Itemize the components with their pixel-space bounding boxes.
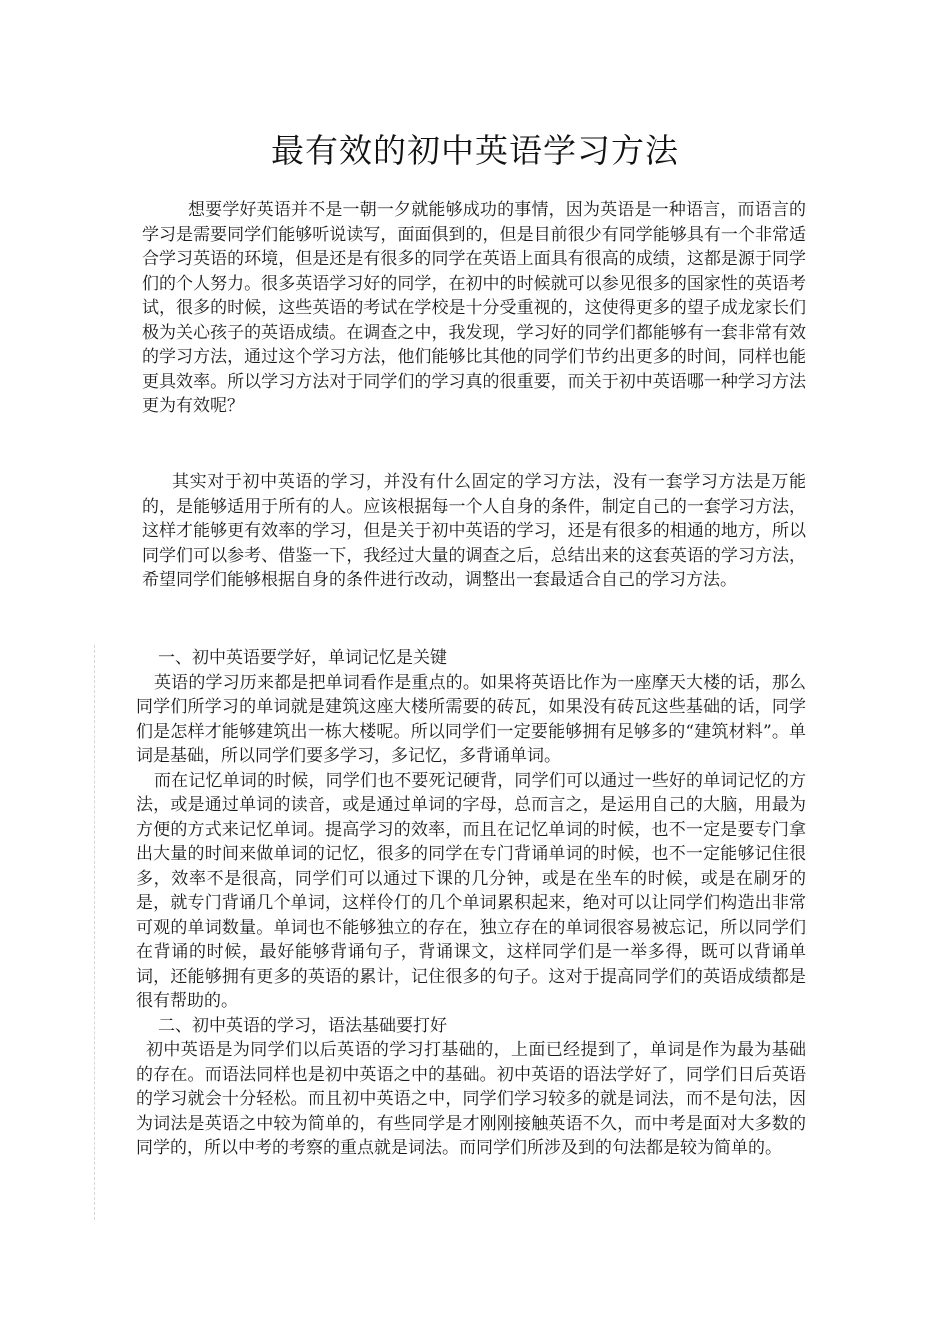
margin-dashed-rule [94, 645, 95, 1220]
section-1-paragraph-2: 而在记忆单词的时候，同学们也不要死记硬背，同学们可以通过一些好的单词记忆的方法，或是通过单词的读音，或是通过单词的字母，总而言之，是运用自己的大脑，用最为方便的方式来记忆单词。提高学习的效率，而且在记忆单词的时候，也不一定是要专门拿出大量的时间来做单词的记忆，很多的同学在专门背诵单词的时候，也不一定能够记住很多，效率不是很高，同学们可以通过下课的几分钟，或是在坐车的时候，或是在刷牙的是，就专门背诵几个单词，这样伶仃的几个单词累积起来，绝对可以让同学们构造出非常可观的单词数量。单词也不能够独立的存在，独立存在的单词很容易被忘记，所以同学们在背诵的时候，最好能够背诵句子，背诵课文，这样同学们是一举多得，既可以背诵单词，还能够拥有更多的英语的累计，记住很多的句子。这对于提高同学们的英语成绩都是很有帮助的。 [136, 770, 806, 1011]
section-2-paragraph-1: 初中英语是为同学们以后英语的学习打基础的，上面已经提到了，单词是作为最为基础的存在。而语法同样也是初中英语之中的基础。初中英语的语法学好了，同学们日后英语的学习就会十分轻松。而且初中英语之中，同学们学习较多的就是词法，而不是句法，因为词法是英语之中较为简单的，有些同学是才刚刚接触英语不久，而中考是面对大多数的同学的，所以中考的考察的重点就是词法。而同学们所涉及到的句法都是较为简单的。 [136, 1040, 806, 1158]
section-1-heading: 一、初中英语要学好，单词记忆是关键 [158, 648, 447, 668]
section-2-heading: 二、初中英语的学习，语法基础要打好 [158, 1015, 447, 1036]
intro-paragraph-1: 想要学好英语并不是一朝一夕就能够成功的事情，因为英语是一种语言，而语言的学习是需要同学们能够听说读写，面面俱到的，但是目前很少有同学能够具有一个非常适合学习英语的环境，但是还是有很多的同学在英语上面具有很高的成绩，这都是源于同学们的个人努力。很多英语学习好的同学，在初中的时候就可以参见很多的国家性的英语考试，很多的时候，这些英语的考试在学校是十分受重视的，这使得更多的望子成龙家长们极为关心孩子的英语成绩。在调查之中，我发现，学习好的同学们都能够有一套非常有效的学习方法，通过这个学习方法，他们能够比其他的同学们节约出更多的时间，同样也能更具效率。所以学习方法对于同学们的学习真的很重要，而关于初中英语哪一种学习方法更为有效呢？ [142, 200, 806, 416]
intro-paragraph-2: 其实对于初中英语的学习，并没有什么固定的学习方法，没有一套学习方法是万能的，是能够适用于所有的人。应该根据每一个人自身的条件，制定自己的一套学习方法，这样才能够更有效率的学习，但是关于初中英语的学习，还是有很多的相通的地方，所以同学们可以参考、借鉴一下，我经过大量的调查之后，总结出来的这套英语的学习方法，希望同学们能够根据自身的条件进行改动，调整出一套最适合自己的学习方法。 [142, 472, 806, 590]
document-title: 最有效的初中英语学习方法 [271, 131, 679, 170]
section-1-paragraph-1: 英语的学习历来都是把单词看作是重点的。如果将英语比作为一座摩天大楼的话，那么同学们所学习的单词就是建筑这座大楼所需要的砖瓦，如果没有砖瓦这些基础的话，同学们是怎样才能够建筑出一栋大楼呢。所以同学们一定要能够拥有足够多的“建筑材料”。单词是基础，所以同学们要多学习，多记忆，多背诵单词。 [136, 672, 806, 766]
document-sections [136, 646, 806, 1161]
